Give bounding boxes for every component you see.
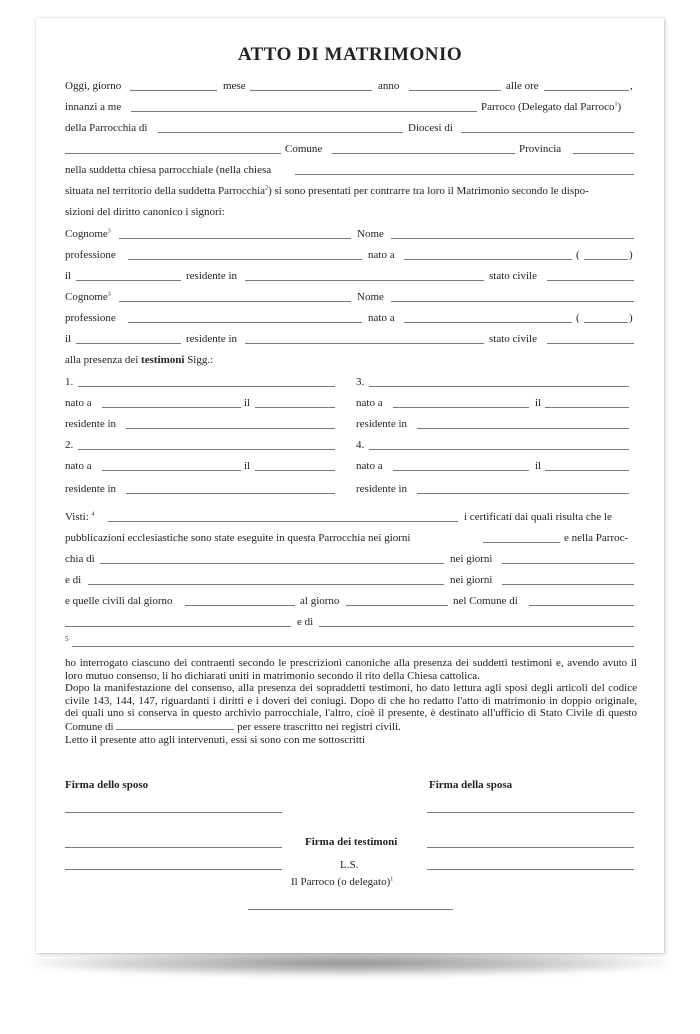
field-nato-a-sposa[interactable]	[404, 322, 572, 323]
label-e-quelle-civili: e quelle civili dal giorno	[65, 595, 173, 607]
label-residente-sposa: residente in	[186, 333, 238, 345]
field-professione-sposa[interactable]	[128, 322, 362, 323]
label-residente-t3: residente in	[356, 418, 408, 430]
field-nome-sposo[interactable]	[391, 238, 634, 239]
field-firma-testimone-1[interactable]	[65, 847, 282, 848]
field-note-5[interactable]	[72, 646, 634, 647]
label-open-paren-sposa: (	[576, 312, 580, 324]
field-nato-a-t3[interactable]	[393, 407, 529, 408]
field-chiesa[interactable]	[295, 174, 634, 175]
label-innanzi-a-me: innanzi a me	[65, 101, 122, 113]
label-testimone-4: 4.	[356, 439, 365, 451]
field-data-nascita-sposo[interactable]	[76, 280, 181, 281]
field-nei-giorni-1[interactable]	[502, 563, 634, 564]
text-i-certificati: i certificati dai quali risulta che le	[464, 511, 612, 523]
label-nei-giorni-1: nei giorni	[450, 553, 493, 565]
label-nato-a-sposa: nato a	[368, 312, 395, 324]
label-residente-t1: residente in	[65, 418, 117, 430]
field-nato-a-t1[interactable]	[102, 407, 241, 408]
label-nella-suddetta-chiesa: nella suddetta chiesa parrocchiale (nella chiesa	[65, 164, 272, 176]
field-stato-civile-comune[interactable]	[116, 720, 234, 730]
label-nato-a-t2: nato a	[65, 460, 92, 472]
label-residente-sposo: residente in	[186, 270, 238, 282]
field-nel-comune[interactable]	[529, 605, 634, 606]
field-residente-sposo[interactable]	[245, 280, 484, 281]
label-professione-sposo: professione	[65, 249, 116, 261]
label-della-parrocchia-di: della Parrocchia di	[65, 122, 148, 134]
field-firma-testimone-4[interactable]	[427, 869, 634, 870]
label-il-parroco: Il Parroco (o delegato)$^1$	[291, 876, 394, 888]
document-sheet	[36, 18, 664, 953]
field-il-t2[interactable]	[255, 470, 335, 471]
label-residente-t2: residente in	[65, 483, 117, 495]
label-nato-a-t1: nato a	[65, 397, 92, 409]
field-altra-parrocchia[interactable]	[100, 563, 444, 564]
label-cognome-sposa: Cognome$^3$	[65, 291, 111, 303]
label-anno: anno	[378, 80, 400, 92]
label-e-di-2: e di	[297, 616, 314, 628]
field-giorni-parrocchia[interactable]	[483, 542, 560, 543]
label-nome-sposa: Nome	[357, 291, 384, 303]
field-visti[interactable]	[108, 521, 458, 522]
label-cognome-sposo: Cognome$^3$	[65, 228, 111, 240]
field-firma-parroco[interactable]	[248, 909, 453, 910]
label-stato-civile-sposo: stato civile	[489, 270, 537, 282]
field-parrocchia[interactable]	[158, 132, 403, 133]
paragraph-letto: Letto il presente atto agli intervenuti, essi si sono con me sottoscritti	[65, 733, 365, 746]
text-body	[65, 657, 637, 746]
field-nato-a-t2[interactable]	[102, 470, 241, 471]
field-testimone-3[interactable]	[369, 386, 629, 387]
label-il-sposo: il	[65, 270, 72, 282]
label-il-t4: il	[535, 460, 542, 472]
field-nato-a-t4[interactable]	[393, 470, 529, 471]
field-nato-a-sposo[interactable]	[404, 259, 572, 260]
field-cognome-sposa[interactable]	[119, 301, 351, 302]
field-prov-nascita-sposa[interactable]	[584, 322, 628, 323]
field-il-t1[interactable]	[255, 407, 335, 408]
label-oggi-giorno: Oggi, giorno	[65, 80, 122, 92]
label-comma: ,	[630, 80, 633, 92]
field-diocesi[interactable]	[461, 132, 634, 133]
label-open-paren-sposo: (	[576, 249, 580, 261]
page-shadow	[32, 950, 668, 976]
field-firma-testimone-3[interactable]	[65, 869, 282, 870]
label-il-t3: il	[535, 397, 542, 409]
label-provincia: Provincia	[519, 143, 562, 155]
note-5: 5	[65, 635, 69, 643]
field-comune-prefix[interactable]	[65, 153, 281, 154]
field-cognome-sposo[interactable]	[119, 238, 351, 239]
label-mese: mese	[223, 80, 246, 92]
field-residente-t3[interactable]	[417, 428, 629, 429]
field-il-t3[interactable]	[545, 407, 629, 408]
label-il-sposa: il	[65, 333, 72, 345]
label-testimone-1: 1.	[65, 376, 74, 388]
field-dal-giorno[interactable]	[185, 605, 295, 606]
field-residente-t1[interactable]	[126, 428, 335, 429]
label-nel-comune-di: nel Comune di	[453, 595, 518, 607]
label-nato-a-t4: nato a	[356, 460, 383, 472]
text-e-nella-parroc: e nella Parroc-	[564, 532, 629, 544]
field-residente-sposa[interactable]	[245, 343, 484, 344]
field-nome-sposa[interactable]	[391, 301, 634, 302]
field-anno[interactable]	[409, 90, 501, 91]
field-al-giorno[interactable]	[346, 605, 448, 606]
label-firma-testimoni: Firma dei testimoni	[305, 836, 398, 848]
text-pubblicazioni: pubblicazioni ecclesiastiche sono state eseguite in questa Parrocchia nei giorni	[65, 532, 411, 544]
label-close-paren-sposa: )	[629, 312, 633, 324]
label-parroco-delegato: Parroco (Delegato dal Parroco$^1$)	[481, 101, 622, 113]
text-sizioni: sizioni del diritto canonico i signori:	[65, 206, 225, 218]
field-celebrante[interactable]	[131, 111, 477, 112]
label-nato-a-t3: nato a	[356, 397, 383, 409]
field-il-t4[interactable]	[545, 470, 629, 471]
label-nato-a-sposo: nato a	[368, 249, 395, 261]
field-testimone-4[interactable]	[369, 449, 629, 450]
field-comune[interactable]	[332, 153, 515, 154]
field-stato-civile-sposa[interactable]	[547, 343, 634, 344]
field-firma-sposo[interactable]	[65, 812, 282, 813]
field-firma-sposa[interactable]	[427, 812, 634, 813]
field-mese[interactable]	[250, 90, 372, 91]
paragraph-consenso: Dopo la manifestazione del consenso, alla presenza dei sopraddetti testimoni, ho dato lettura agli sposi degli articoli del codice civile 143, 144, 147, riguardanti i diritti e i doveri dei coniugi. Dopo di che ho redatto l'atto di matrimonio in doppio originale, dei quali uno si conserva in questo archivio parrocchiale, l'altro, cioè il presente, è destinato all'ufficio di Stato Civile di questo Comune di per essere trascritto nei registri civili.	[65, 682, 637, 733]
label-al-giorno: al giorno	[300, 595, 340, 607]
label-nome-sposo: Nome	[357, 228, 384, 240]
label-testimone-2: 2.	[65, 439, 74, 451]
field-prov-nascita-sposo[interactable]	[584, 259, 628, 260]
field-e-di-2[interactable]	[319, 626, 634, 627]
text-situata: situata nel territorio della suddetta Parrocchia$^2$) si sono presentati per contrarre tra loro il Matrimonio secondo le dispo-	[65, 185, 589, 197]
label-chia-di: chia di	[65, 553, 95, 565]
label-alla-presenza: alla presenza dei testimoni Sigg.:	[65, 354, 214, 366]
field-comune-2[interactable]	[65, 626, 291, 627]
label-nei-giorni-2: nei giorni	[450, 574, 493, 586]
field-data-nascita-sposa[interactable]	[76, 343, 181, 344]
field-nei-giorni-2[interactable]	[502, 584, 634, 585]
label-diocesi-di: Diocesi di	[408, 122, 453, 134]
label-e-di: e di	[65, 574, 82, 586]
label-alle-ore: alle ore	[506, 80, 539, 92]
label-residente-t4: residente in	[356, 483, 408, 495]
field-testimone-2[interactable]	[78, 449, 335, 450]
field-e-di-1[interactable]	[88, 584, 444, 585]
label-close-paren-sposo: )	[629, 249, 633, 261]
document-title: ATTO DI MATRIMONIO	[237, 44, 463, 65]
field-ore[interactable]	[544, 90, 629, 91]
label-ls: L.S.	[340, 859, 359, 871]
label-visti: Visti: $^4$	[65, 511, 95, 523]
label-firma-sposa: Firma della sposa	[429, 779, 513, 791]
label-stato-civile-sposa: stato civile	[489, 333, 537, 345]
field-testimone-1[interactable]	[78, 386, 335, 387]
field-giorno[interactable]	[130, 90, 217, 91]
label-comune: Comune	[285, 143, 323, 155]
label-firma-sposo: Firma dello sposo	[65, 779, 149, 791]
label-testimone-3: 3.	[356, 376, 365, 388]
field-residente-t2[interactable]	[126, 493, 335, 494]
paragraph-interrogato: ho interrogato ciascuno dei contraenti secondo le prescrizioni canoniche alla presenza dei suddetti testimoni e, avendo avuto il loro mutuo consenso, li ho dichiarati uniti in matrimonio secondo il rito della Chiesa cattolica.	[65, 657, 637, 682]
field-professione-sposo[interactable]	[128, 259, 362, 260]
field-residente-t4[interactable]	[417, 493, 629, 494]
label-il-t1: il	[244, 397, 251, 409]
label-professione-sposa: professione	[65, 312, 116, 324]
field-firma-testimone-2[interactable]	[427, 847, 634, 848]
field-provincia[interactable]	[573, 153, 634, 154]
label-il-t2: il	[244, 460, 251, 472]
field-stato-civile-sposo[interactable]	[547, 280, 634, 281]
